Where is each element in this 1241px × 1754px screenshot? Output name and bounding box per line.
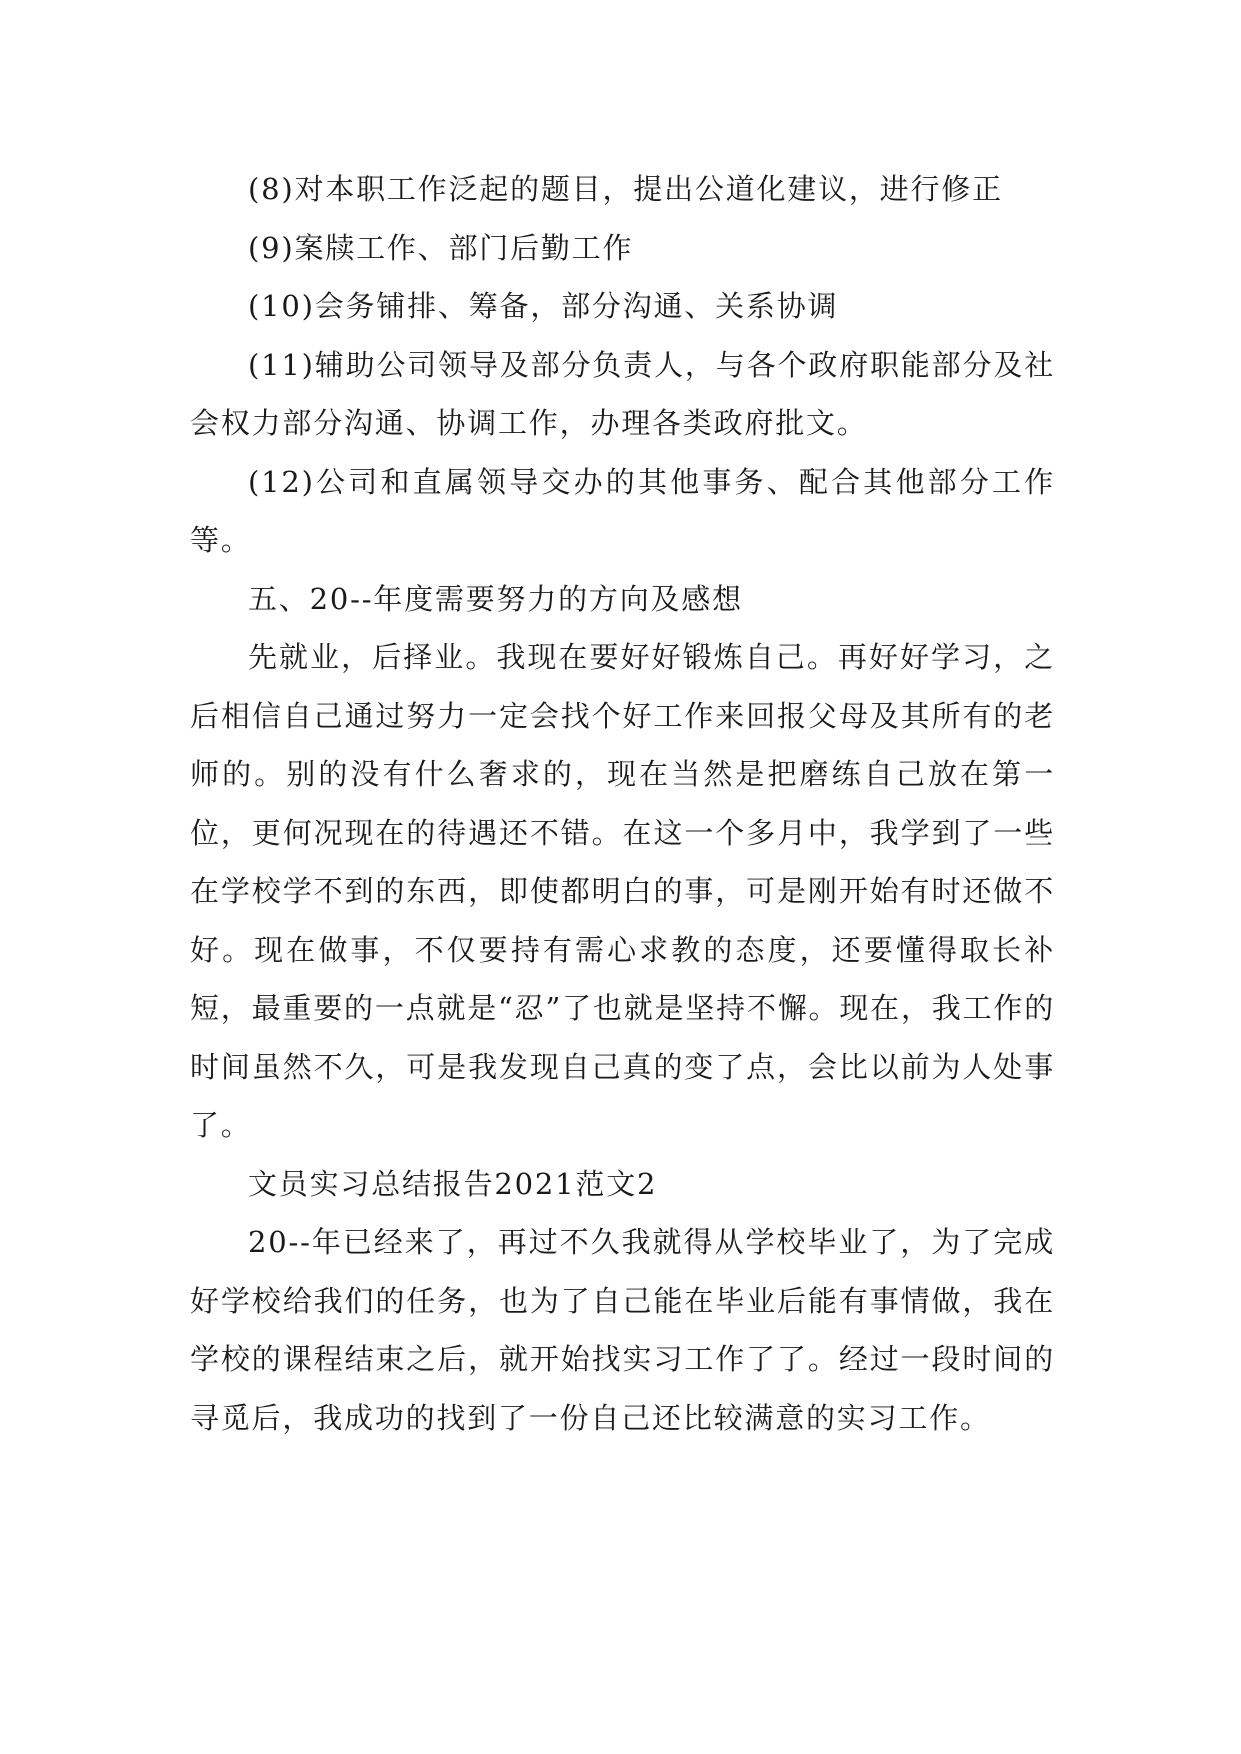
section-heading-5: 五、20--年度需要努力的方向及感想 <box>248 581 743 616</box>
article-title-2: 文员实习总结报告2021范文2 <box>248 1166 658 1201</box>
paragraph-item-12: (12)公司和直属领导交办的其他事务、配合其他部分工作等。 <box>190 464 1055 557</box>
document-body <box>190 160 1055 1447</box>
paragraph-intro: 20--年已经来了，再过不久我就得从学校毕业了，为了完成好学校给我们的任务，也为了自己能在毕业后能有事情做，我在学校的课程结束之后，就开始找实习工作了了。经过一段时间的寻觅后，我成功的找到了一份自己还比较满意的实习工作。 <box>190 1225 1055 1435</box>
paragraph-item-11: (11)辅助公司领导及部分负责人，与各个政府职能部分及社会权力部分沟通、协调工作，办理各类政府批文。 <box>190 347 1055 440</box>
paragraph-item-8: (8)对本职工作泛起的题目，提出公道化建议，进行修正 <box>248 172 1003 206</box>
paragraph-reflection: 先就业，后择业。我现在要好好锻炼自己。再好好学习，之后相信自己通过努力一定会找个好工作来回报父母及其所有的老师的。别的没有什么奢求的，现在当然是把磨练自己放在第一位，更何况现在的待遇还不错。在这一个多月中，我学到了一些在学校学不到的东西，即使都明白的事，可是刚开始有时还做不好。现在做事，不仅要持有需心求教的态度，还要懂得取长补短，最重要的一点就是“忍”了也就是坚持不懈。现在，我工作的时间虽然不久，可是我发现自己真的变了点，会比以前为人处事了。 <box>190 640 1055 1142</box>
paragraph-item-9: (9)案牍工作、部门后勤工作 <box>248 230 634 265</box>
paragraph-item-10: (10)会务铺排、筹备，部分沟通、关系协调 <box>248 289 839 323</box>
